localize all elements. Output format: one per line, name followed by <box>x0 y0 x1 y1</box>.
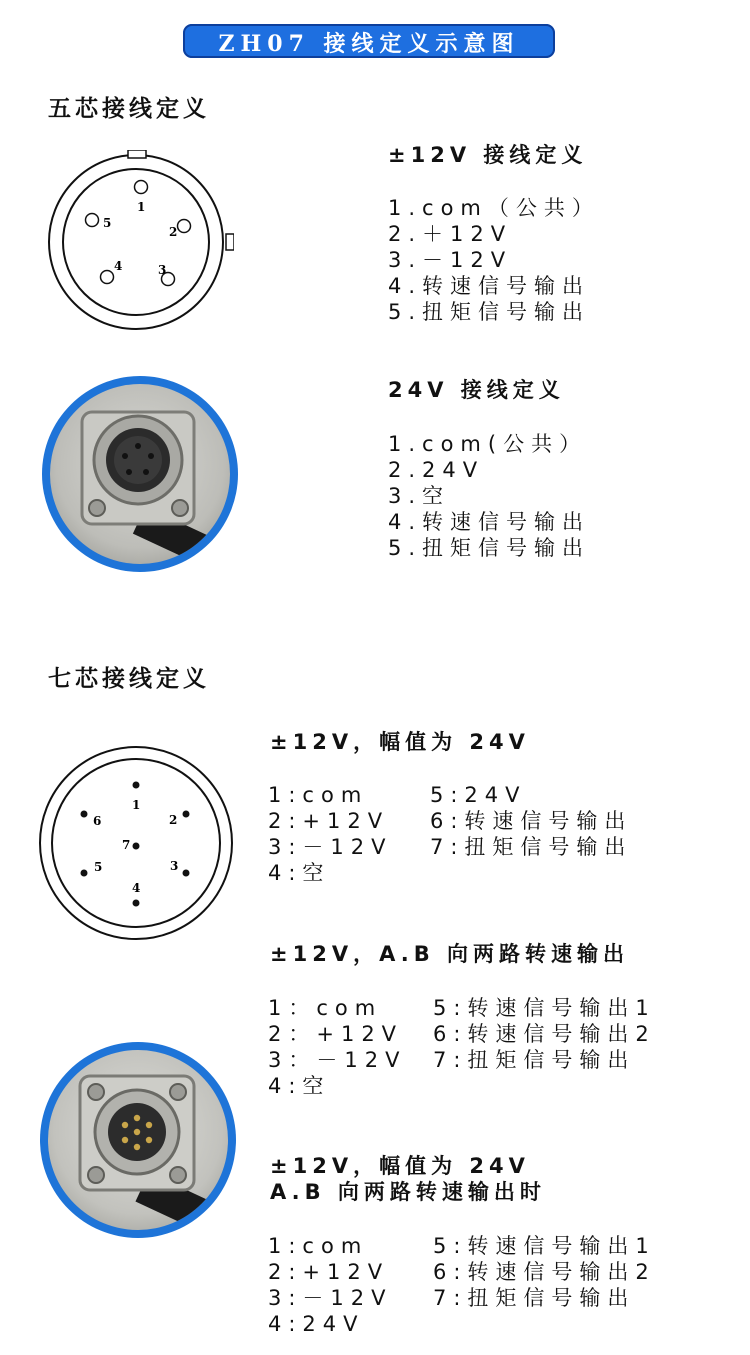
five-core-24v-heading: 24V 接线定义 <box>388 378 565 402</box>
seven-core-block1-left-line: 4:空 <box>268 861 331 885</box>
seven-core-block3-right-line: 7:扭矩信号输出 <box>433 1286 636 1310</box>
seven-core-block2-left-line: 1：com <box>268 996 383 1020</box>
banner-title: ZH07 接线定义示意图 <box>218 31 520 57</box>
five-core-24v-line: 4.转速信号输出 <box>388 510 591 534</box>
pin-2-dot <box>183 811 190 818</box>
five-pin-connector-photo <box>40 374 240 574</box>
five-core-12v-line: 2.＋12V <box>388 222 513 246</box>
seven-core-block1-left-line: 1:com <box>268 783 369 807</box>
five-core-24v-line: 3.空 <box>388 484 451 508</box>
pin-1-hole <box>135 181 148 194</box>
seven-pin-connector-photo <box>38 1040 238 1240</box>
pin-2-hole <box>178 220 191 233</box>
seven-core-block3-left-line: 1:com <box>268 1234 369 1258</box>
pin-5-hole <box>86 214 99 227</box>
seven-core-block2-right-line: 6:转速信号输出2 <box>433 1022 656 1046</box>
seven-core-block2-right-line: 5:转速信号输出1 <box>433 996 656 1020</box>
pin-6-label: 6 <box>93 814 102 828</box>
five-core-12v-heading: ±12V 接线定义 <box>388 143 588 167</box>
seven-core-block2-right-line: 7:扭矩信号输出 <box>433 1048 636 1072</box>
seven-core-title: 七芯接线定义 <box>48 665 210 692</box>
pin-5-dot <box>81 870 88 877</box>
pin-4-label: 4 <box>114 259 123 273</box>
five-core-title: 五芯接线定义 <box>48 95 210 122</box>
seven-core-block3-left-line: 4:24V <box>268 1312 365 1336</box>
pin-7-label: 7 <box>122 838 131 852</box>
five-core-24v-line: 1.com(公共） <box>388 432 588 456</box>
pin-2-label: 2 <box>169 813 178 827</box>
five-core-12v-line: 3.－12V <box>388 248 513 272</box>
seven-core-block3-heading-line1: ±12V，幅值为 24V <box>270 1154 530 1178</box>
seven-core-block2-heading: ±12V，A.B 向两路转速输出 <box>270 942 630 966</box>
five-core-12v-line: 5.扭矩信号输出 <box>388 300 591 324</box>
seven-core-block1-left-line: 3:－12V <box>268 835 393 859</box>
pin-1-dot <box>133 782 140 789</box>
pin-1-label: 1 <box>132 798 141 812</box>
pin-5-label: 5 <box>94 860 103 874</box>
seven-core-block3-left-line: 3:－12V <box>268 1286 393 1310</box>
seven-core-block1-right-line: 6:转速信号输出 <box>430 809 633 833</box>
seven-core-block1-heading: ±12V，幅值为 24V <box>270 730 530 754</box>
five-core-24v-line: 5.扭矩信号输出 <box>388 536 591 560</box>
seven-core-block3-left-line: 2:+12V <box>268 1260 390 1284</box>
connector-right-key <box>226 234 234 250</box>
pin-4-hole <box>101 271 114 284</box>
title-banner <box>183 24 555 58</box>
pin-5-label: 5 <box>103 216 112 230</box>
seven-core-block2-left-line: 4:空 <box>268 1074 331 1098</box>
pin-4-dot <box>133 900 140 907</box>
seven-core-block1-right-line: 7:扭矩信号输出 <box>430 835 633 859</box>
pin-3-label: 3 <box>158 263 167 277</box>
seven-core-block2-left-line: 3：－12V <box>268 1048 407 1072</box>
seven-pin-connector-diagram <box>36 743 236 943</box>
seven-core-block1-right-line: 5:24V <box>430 783 527 807</box>
seven-core-block2-left-line: 2：+12V <box>268 1022 404 1046</box>
seven-core-block3-right-line: 6:转速信号输出2 <box>433 1260 656 1284</box>
connector-outer-ring <box>49 155 223 329</box>
five-core-12v-line: 1.com（公共） <box>388 196 600 220</box>
pin-6-dot <box>81 811 88 818</box>
pin-2-label: 2 <box>169 225 178 239</box>
five-core-24v-line: 2.24V <box>388 458 485 482</box>
seven-core-block1-left-line: 2:+12V <box>268 809 390 833</box>
seven-core-block3-right-line: 5:转速信号输出1 <box>433 1234 656 1258</box>
connector-top-key <box>128 150 146 158</box>
seven-core-block3-heading-line2: A.B 向两路转速输出时 <box>270 1180 546 1204</box>
pin-3-label: 3 <box>170 859 179 873</box>
pin-1-label: 1 <box>137 200 146 214</box>
five-pin-connector-diagram <box>44 150 234 340</box>
pin-4-label: 4 <box>132 881 141 895</box>
pin-7-dot <box>133 843 140 850</box>
five-core-12v-line: 4.转速信号输出 <box>388 274 591 298</box>
pin-3-dot <box>183 870 190 877</box>
